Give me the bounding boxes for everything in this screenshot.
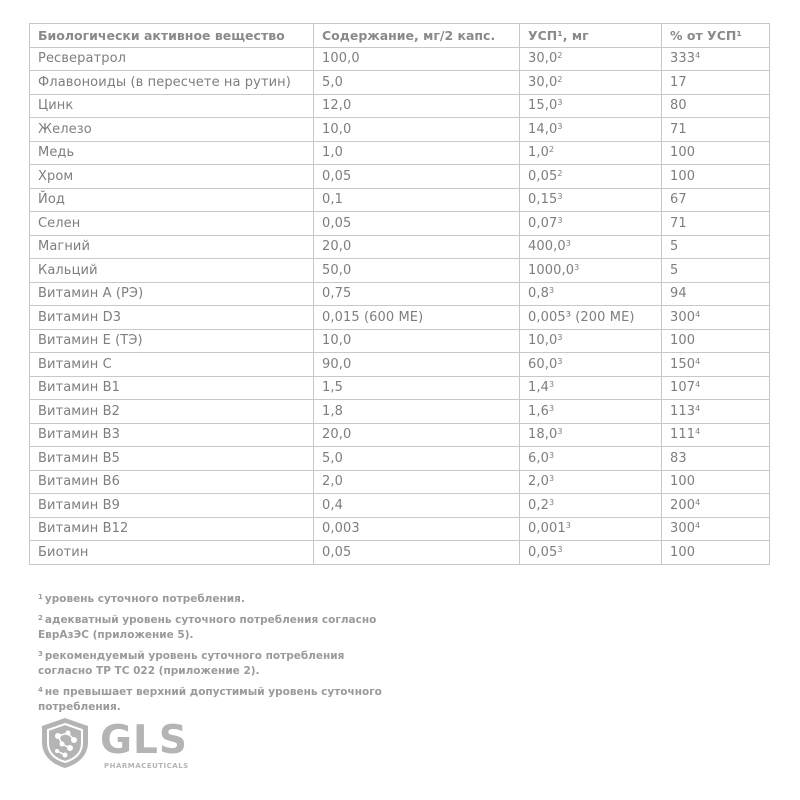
table-row <box>30 470 770 494</box>
table-row <box>30 212 770 236</box>
cell-content <box>314 71 520 95</box>
cell-usp <box>520 188 662 212</box>
cell-substance-value: Хром <box>38 168 74 184</box>
cell-content-value: 0,015 (600 МЕ) <box>322 309 424 325</box>
cell-content <box>314 259 520 283</box>
cell-usp <box>520 447 662 471</box>
cell-content <box>314 306 520 330</box>
cell-usp-percent <box>662 423 770 447</box>
cell-usp-percent <box>662 94 770 118</box>
cell-content <box>314 212 520 236</box>
cell-usp-value: 6,0 <box>528 450 549 466</box>
header-usp-percent: % от УСП¹ <box>662 24 770 48</box>
cell-usp-percent-footnote-mark: 4 <box>695 497 701 507</box>
cell-usp <box>520 71 662 95</box>
cell-usp-value: 2,0 <box>528 474 549 490</box>
cell-usp-percent-value: 5 <box>670 262 679 278</box>
cell-usp-footnote-mark: 3 <box>557 215 563 225</box>
cell-usp-percent-value: 100 <box>670 474 696 490</box>
cell-usp <box>520 235 662 259</box>
cell-usp-value: 0,05 <box>528 544 558 560</box>
cell-usp <box>520 329 662 353</box>
cell-usp-percent-value: 100 <box>670 544 696 560</box>
cell-content <box>314 118 520 142</box>
cell-usp-percent <box>662 353 770 377</box>
table-row <box>30 235 770 259</box>
cell-substance <box>30 400 314 424</box>
cell-substance <box>30 541 314 565</box>
table-row <box>30 329 770 353</box>
footnote-item <box>38 683 398 715</box>
cell-usp-percent-value: 300 <box>670 309 696 325</box>
cell-usp <box>520 141 662 165</box>
table-row <box>30 376 770 400</box>
cell-content <box>314 470 520 494</box>
cell-substance-value: Витамин Е (ТЭ) <box>38 333 143 349</box>
cell-content-value: 20,0 <box>322 239 352 255</box>
cell-content <box>314 447 520 471</box>
cell-usp-percent-footnote-mark: 4 <box>695 427 701 437</box>
cell-usp-footnote-mark: 3 <box>548 380 555 390</box>
cell-substance <box>30 494 314 518</box>
cell-usp-footnote-mark: 3 <box>548 497 555 507</box>
cell-usp-percent-value: 67 <box>670 192 687 208</box>
nutrient-table-wrap <box>29 23 769 565</box>
table-row <box>30 282 770 306</box>
cell-usp-percent <box>662 47 770 71</box>
cell-content-value: 1,0 <box>322 145 343 161</box>
cell-usp-footnote-mark: 3 <box>565 239 571 249</box>
cell-usp-percent-value: 100 <box>670 333 696 349</box>
cell-usp-percent-value: 300 <box>670 521 696 537</box>
cell-usp-value: 30,0 <box>528 51 558 67</box>
table-row <box>30 188 770 212</box>
cell-content <box>314 235 520 259</box>
cell-content-value: 5,0 <box>322 74 343 90</box>
cell-usp-value: 0,2 <box>528 497 549 513</box>
cell-usp-value: 60,0 <box>528 356 558 372</box>
cell-content-value: 0,05 <box>322 215 352 231</box>
cell-usp-footnote-mark: 3 <box>557 333 563 343</box>
cell-substance <box>30 517 314 541</box>
table-row <box>30 541 770 565</box>
footnote-mark: 4 <box>38 686 43 694</box>
cell-substance-value: Витамин В3 <box>38 427 120 443</box>
cell-usp-percent <box>662 400 770 424</box>
cell-usp-percent-value: 333 <box>670 51 696 67</box>
cell-usp-value: 1,4 <box>528 380 549 396</box>
cell-substance-value: Витамин В9 <box>38 497 120 513</box>
cell-usp-value: 0,07 <box>528 215 558 231</box>
cell-content <box>314 541 520 565</box>
cell-content-value: 0,05 <box>322 544 352 560</box>
cell-usp-footnote-mark: 2 <box>557 51 563 61</box>
cell-usp-percent-value: 71 <box>670 215 687 231</box>
cell-substance-value: Ресвератрол <box>38 51 127 67</box>
cell-usp-percent <box>662 470 770 494</box>
table-row <box>30 517 770 541</box>
nutrient-table <box>29 23 770 565</box>
cell-usp-percent <box>662 71 770 95</box>
cell-usp-percent-value: 200 <box>670 497 696 513</box>
cell-content <box>314 494 520 518</box>
cell-substance-value: Витамин В5 <box>38 450 120 466</box>
cell-content-value: 90,0 <box>322 356 352 372</box>
cell-substance <box>30 212 314 236</box>
cell-usp-percent <box>662 541 770 565</box>
cell-substance-value: Цинк <box>38 98 74 114</box>
cell-content <box>314 400 520 424</box>
table-row <box>30 118 770 142</box>
cell-content-value: 12,0 <box>322 98 352 114</box>
cell-usp-percent-footnote-mark: 4 <box>695 51 701 61</box>
cell-usp-value: 18,0 <box>528 427 558 443</box>
table-row <box>30 400 770 424</box>
cell-content-value: 5,0 <box>322 450 343 466</box>
shield-logo-icon <box>38 716 92 770</box>
cell-substance <box>30 165 314 189</box>
cell-substance <box>30 470 314 494</box>
cell-usp-percent <box>662 212 770 236</box>
cell-usp-footnote-mark: 3 <box>574 262 580 272</box>
cell-usp <box>520 94 662 118</box>
cell-usp-value: 0,001 <box>528 521 566 537</box>
cell-substance-value: Витамин В1 <box>38 380 120 396</box>
header-substance: Биологически активное вещество <box>30 24 314 48</box>
cell-usp <box>520 282 662 306</box>
cell-usp-percent-value: 83 <box>670 450 687 466</box>
footnote-text: не превышает верхний допустимый уровень суточного потребления. <box>38 686 382 713</box>
cell-content-value: 20,0 <box>322 427 352 443</box>
table-row <box>30 259 770 283</box>
cell-usp-percent-value: 80 <box>670 98 687 114</box>
cell-usp <box>520 165 662 189</box>
footnote-item <box>38 590 398 607</box>
footnote-text: рекомендуемый уровень суточного потребления согласно ТР ТС 022 (приложение 2). <box>38 650 345 677</box>
table-row <box>30 71 770 95</box>
cell-usp <box>520 212 662 236</box>
company-logo <box>38 716 198 776</box>
cell-usp <box>520 306 662 330</box>
cell-substance-value: Биотин <box>38 544 89 560</box>
table-header-row <box>30 24 770 48</box>
cell-usp-footnote-mark: 3 <box>565 521 571 531</box>
cell-content <box>314 376 520 400</box>
cell-usp <box>520 517 662 541</box>
cell-usp-footnote-mark: 2 <box>557 74 563 84</box>
cell-substance <box>30 353 314 377</box>
cell-substance-value: Йод <box>38 192 65 208</box>
cell-usp-percent <box>662 494 770 518</box>
cell-substance <box>30 306 314 330</box>
cell-substance <box>30 71 314 95</box>
cell-substance <box>30 94 314 118</box>
cell-usp-value: 0,005³ (200 МЕ) <box>528 309 635 325</box>
cell-usp-footnote-mark: 3 <box>557 121 563 131</box>
table-row <box>30 165 770 189</box>
cell-content-value: 10,0 <box>322 121 352 137</box>
cell-usp-value: 14,0 <box>528 121 558 137</box>
cell-usp-value: 10,0 <box>528 333 558 349</box>
cell-usp-footnote-mark: 3 <box>557 544 563 554</box>
logo-subtitle: PHARMACEUTICALS <box>104 762 189 770</box>
cell-usp-percent <box>662 329 770 353</box>
cell-usp <box>520 47 662 71</box>
cell-usp-footnote-mark: 3 <box>548 450 555 460</box>
cell-usp-footnote-mark: 2 <box>548 145 555 155</box>
cell-usp-footnote-mark: 2 <box>557 168 563 178</box>
cell-usp-percent-footnote-mark: 4 <box>695 356 701 366</box>
cell-usp-percent-value: 107 <box>670 380 696 396</box>
cell-usp-value: 15,0 <box>528 98 558 114</box>
table-row <box>30 47 770 71</box>
table-row <box>30 447 770 471</box>
cell-usp <box>520 118 662 142</box>
cell-content <box>314 329 520 353</box>
cell-usp-value: 1,6 <box>528 403 549 419</box>
cell-usp-percent-value: 113 <box>670 403 696 419</box>
footnote-text: уровень суточного потребления. <box>44 593 245 605</box>
cell-substance <box>30 423 314 447</box>
cell-usp-percent <box>662 376 770 400</box>
cell-usp <box>520 259 662 283</box>
cell-usp <box>520 353 662 377</box>
table-row <box>30 306 770 330</box>
cell-usp-percent-value: 111 <box>670 427 696 443</box>
table-row <box>30 494 770 518</box>
cell-substance-value: Медь <box>38 145 75 161</box>
cell-substance-value: Железо <box>38 121 92 137</box>
cell-usp-value: 1,0 <box>528 145 549 161</box>
cell-usp-percent-value: 100 <box>670 145 696 161</box>
cell-content <box>314 517 520 541</box>
cell-substance-value: Кальций <box>38 262 98 278</box>
cell-content-value: 0,003 <box>322 521 360 537</box>
cell-content-value: 0,75 <box>322 286 352 302</box>
cell-substance-value: Магний <box>38 239 91 255</box>
cell-substance <box>30 376 314 400</box>
cell-content-value: 100,0 <box>322 51 360 67</box>
cell-usp-value: 0,8 <box>528 286 549 302</box>
footnotes <box>38 590 398 719</box>
cell-content-value: 0,4 <box>322 497 343 513</box>
cell-usp-percent-value: 5 <box>670 239 679 255</box>
cell-content <box>314 94 520 118</box>
cell-substance-value: Флавоноиды (в пересчете на рутин) <box>38 74 291 90</box>
cell-usp-footnote-mark: 3 <box>548 286 555 296</box>
cell-content-value: 10,0 <box>322 333 352 349</box>
cell-usp-percent-value: 71 <box>670 121 687 137</box>
table-row <box>30 141 770 165</box>
cell-usp-value: 30,0 <box>528 74 558 90</box>
cell-content <box>314 141 520 165</box>
table-row <box>30 353 770 377</box>
cell-usp-value: 1000,0 <box>528 262 575 278</box>
cell-usp-percent-footnote-mark: 4 <box>695 403 701 413</box>
cell-content <box>314 188 520 212</box>
cell-substance <box>30 447 314 471</box>
cell-usp-percent <box>662 306 770 330</box>
cell-usp-percent <box>662 165 770 189</box>
cell-usp <box>520 400 662 424</box>
cell-content-value: 0,1 <box>322 192 343 208</box>
cell-usp-value: 400,0 <box>528 239 566 255</box>
cell-usp-footnote-mark: 3 <box>557 356 563 366</box>
cell-usp-footnote-mark: 3 <box>548 403 555 413</box>
cell-usp-footnote-mark: 3 <box>557 98 563 108</box>
footnote-text: адекватный уровень суточного потребления согласно ЕврАзЭС (приложение 5). <box>38 614 377 641</box>
cell-usp-percent <box>662 141 770 165</box>
cell-usp-percent <box>662 235 770 259</box>
cell-substance <box>30 47 314 71</box>
cell-usp-percent-value: 100 <box>670 168 696 184</box>
footnote-mark: 2 <box>38 614 43 622</box>
cell-usp <box>520 470 662 494</box>
cell-usp-percent <box>662 447 770 471</box>
footnote-mark: 3 <box>38 650 43 658</box>
cell-usp-percent-footnote-mark: 4 <box>695 380 701 390</box>
cell-substance <box>30 282 314 306</box>
cell-usp-value: 0,05 <box>528 168 558 184</box>
cell-usp-percent-value: 17 <box>670 74 687 90</box>
cell-usp <box>520 376 662 400</box>
table-body <box>30 47 770 564</box>
cell-usp-percent <box>662 188 770 212</box>
cell-usp-percent-value: 150 <box>670 356 696 372</box>
cell-substance-value: Витамин В12 <box>38 521 129 537</box>
cell-content <box>314 423 520 447</box>
table-row <box>30 423 770 447</box>
cell-content-value: 0,05 <box>322 168 352 184</box>
cell-content <box>314 353 520 377</box>
cell-usp <box>520 541 662 565</box>
cell-usp-percent-footnote-mark: 4 <box>695 309 701 319</box>
header-usp: УСП¹, мг <box>520 24 662 48</box>
header-content: Содержание, мг/2 капс. <box>314 24 520 48</box>
cell-usp-percent-footnote-mark: 4 <box>695 521 701 531</box>
footnote-item <box>38 647 398 679</box>
table-row <box>30 94 770 118</box>
cell-usp-percent <box>662 517 770 541</box>
cell-usp-footnote-mark: 3 <box>557 192 563 202</box>
cell-substance <box>30 141 314 165</box>
cell-usp-value: 0,15 <box>528 192 558 208</box>
cell-usp-percent-value: 94 <box>670 286 687 302</box>
cell-usp-percent <box>662 259 770 283</box>
cell-content-value: 2,0 <box>322 474 343 490</box>
cell-content-value: 1,8 <box>322 403 343 419</box>
cell-usp <box>520 494 662 518</box>
footnote-mark: 1 <box>38 593 43 601</box>
cell-substance <box>30 329 314 353</box>
cell-usp-footnote-mark: 3 <box>557 427 563 437</box>
cell-substance-value: Селен <box>38 215 81 231</box>
cell-content-value: 50,0 <box>322 262 352 278</box>
cell-content <box>314 282 520 306</box>
cell-substance <box>30 259 314 283</box>
cell-substance-value: Витамин В2 <box>38 403 120 419</box>
cell-content <box>314 165 520 189</box>
cell-usp-percent <box>662 118 770 142</box>
logo-wordmark: GLS <box>100 718 188 763</box>
cell-substance <box>30 188 314 212</box>
cell-substance <box>30 235 314 259</box>
cell-substance <box>30 118 314 142</box>
cell-content <box>314 47 520 71</box>
footnote-item <box>38 611 398 643</box>
cell-content-value: 1,5 <box>322 380 343 396</box>
cell-substance-value: Витамин А (РЭ) <box>38 286 144 302</box>
cell-substance-value: Витамин D3 <box>38 309 122 325</box>
cell-substance-value: Витамин В6 <box>38 474 120 490</box>
cell-substance-value: Витамин С <box>38 356 112 372</box>
cell-usp-percent <box>662 282 770 306</box>
cell-usp <box>520 423 662 447</box>
cell-usp-footnote-mark: 3 <box>548 474 555 484</box>
